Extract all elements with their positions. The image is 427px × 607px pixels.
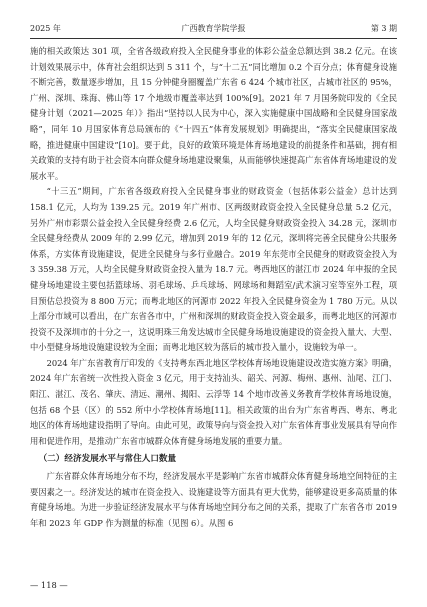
header-divider [30, 38, 397, 39]
body-paragraph: 广东省群众体育场地分布不均，经济发展水平是影响广东省市城群众体育健身场地空间特征的主要因素之一。经济发达的城市在资金投入、设施建设等方面具有更大优势，能够建设更多高质量的体育健身场地。为进一步验证经济发展水平与体育场地空间分布之间的关系，提取了广东省各市 2019 年和 2023 年 GDP 作为测量的标准（见图 6）。从图 6 [30, 471, 397, 528]
page-number: — 118 — [30, 580, 68, 590]
header-issue: 第 3 期 [370, 24, 397, 33]
running-header [30, 22, 397, 36]
body-paragraph: 施的相关政策达 301 项，全省各级政府投入全民健身事业的体彩公益金总额达到 38.2 亿元。在该计划效果展示中，体育社会组织达到 5 311 个，与“十二五”同比增加 0.2 个百分点；体育健身设施不断完善，数量逐步增加，且 15 分钟健身圈覆盖广东省 6 424 个城市社区，占城市社区的 95%，广州、深圳、珠海、佛山等 17 个地级市覆盖率达到 100%[9]。2021 年 7 月国务院印发的《全民健身计划（2021—2025 年）》指出“坚持以人民为中心，深入实施健康中国战略和全民健身国家战略”，同年 10 月国家体育总局颁布的《“十四五”体育发展规划》明确提出，“落实全民健康国家战略，推进健康中国建设”[10]。要于此，良好的政策环境是体育场地建设的前提条件和基础，拥有相关政策的支持有助于社会资本向群众健身场地建设聚集，从而能够快速提高广东省体育场地建设的发展水平。 [30, 46, 397, 181]
body-paragraph: “十三五”期间，广东省各级政府投入全民健身事业的财政资金（包括体彩公益金）总计达到 158.1 亿元，人均为 139.25 元。2019 年广州市、区两级财政资金投入全民健身总量 5.2 亿元，另外广州市彩票公益金投入全民健身经费 2.6 亿元，人均全民健身财政资金投入 34.28 元，深圳市全民健身经费从 2009 年的 2.99 亿元，增加到 2019 年的 12 亿元，深圳将完善全民健身公共服务体系，方实体育设施建设，促进全民健身与多行业融合。2019 年东莞市全民健身的财政资金投入为 3 359.38 万元，人均全民健身财政资金投入量为 18.7 元。粤西地区的湛江市 2024 年申报的全民健身场地建设主要包括篮球场、羽毛球场、乒乓球场、网球场和舞蹈室/武术演习室等室外工程，项目预估总投资为 8 800 万元；而粤北地区的河源市 2022 年投入全民健身资金为 1 780 万元。从以上部分市域可以看出，在广东省各市中，广州和深圳的财政资金投入资金最多，而粤北地区的河源市投资不及深圳市的十分之一，这说明珠三角发达城市全民健身场地设施建设的资金投入量大、大型、中小型健身场地设施建设较为全面；而粤北地区较为落后的城市投入量小，设施较为单一。 [30, 186, 397, 353]
article-body [30, 44, 397, 531]
header-journal-title: 广西教育学院学报 [181, 24, 246, 33]
section-heading: （二）经济发展水平与常住人口数量 [38, 454, 177, 465]
header-year: 2025 年 [30, 24, 61, 33]
body-paragraph: 2024 年广东省教育厅印发的《支持粤东西北地区学校体育场地设施建设改造实施方案》明确，2024 年广东省统一次性投入资金 3 亿元，用于支持汕头、韶关、河源、梅州、惠州、汕尾、江门、阳江、湛江、茂名、肇庆、清远、潮州、揭阳、云浮等 14 个地市改善义务教育学校体育场地设施，包括 68 个县（区）的 552 所中小学校体育场地[11]。相关政策的出台为广东省粤西、粤东、粤北地区的体育场地建设指明了导向。由此可见，政策导向与资金投入对广东省体育事业发展具有导向作用和促进作用，是推动广东省市城群众体育健身场地发展的重要力量。 [30, 357, 397, 446]
